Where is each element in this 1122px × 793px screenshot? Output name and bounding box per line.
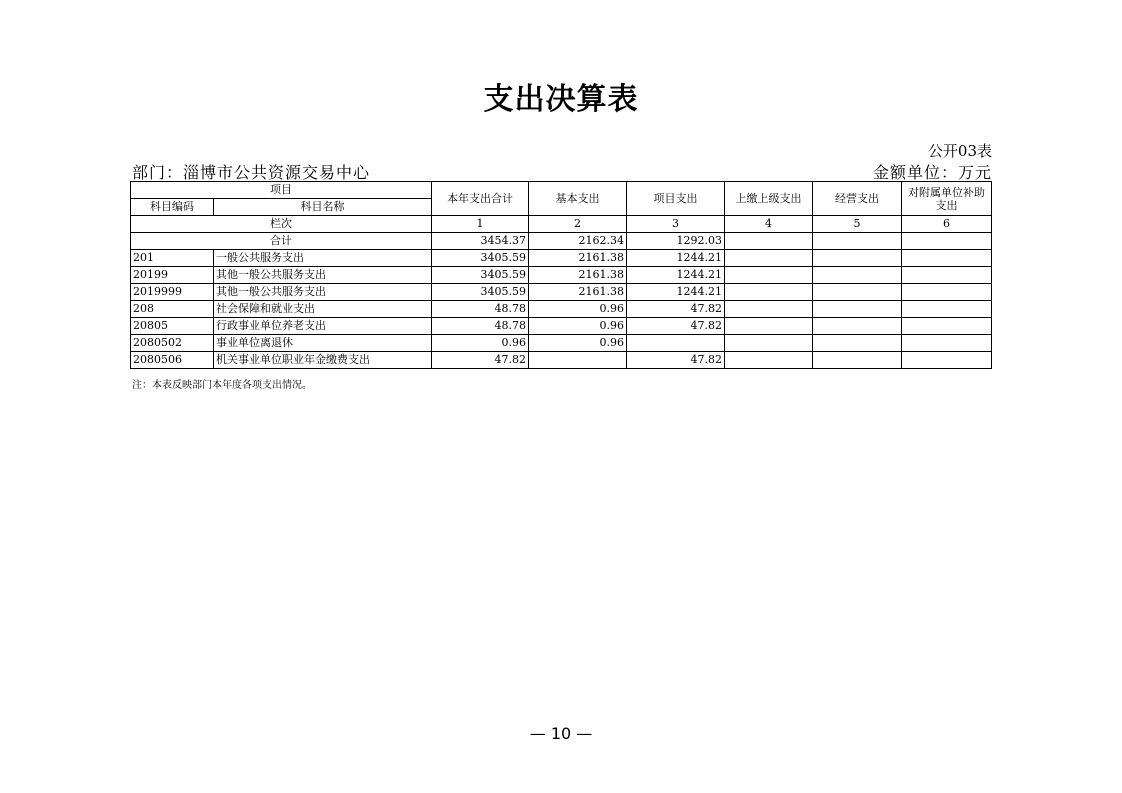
row-value [725,284,813,301]
table-row [131,267,992,284]
department-label: 部门：淄博市公共资源交易中心 [132,163,371,182]
row-value: 0.96 [432,335,529,352]
row-name: 其他一般公共服务支出 [214,267,432,284]
row-value [813,250,902,267]
row-value: 0.96 [529,318,627,335]
total-row [131,233,992,250]
total-value: 3454.37 [432,233,529,250]
row-value [902,335,992,352]
row-value [813,267,902,284]
row-value: 47.82 [627,318,725,335]
total-value: 2162.34 [529,233,627,250]
row-value [529,352,627,369]
row-value [902,318,992,335]
col-number: 6 [902,216,992,233]
row-value: 1244.21 [627,250,725,267]
row-value: 2161.38 [529,267,627,284]
row-code: 20199 [131,267,214,284]
row-value [813,318,902,335]
row-value: 0.96 [529,301,627,318]
row-code: 208 [131,301,214,318]
page-title: 支出决算表 [483,82,639,117]
total-value [902,233,992,250]
table-note: 注：本表反映部门本年度各项支出情况。 [132,380,312,391]
row-value: 3405.59 [432,284,529,301]
row-name: 一般公共服务支出 [214,250,432,267]
row-code: 2080502 [131,335,214,352]
col-number: 5 [813,216,902,233]
row-value [902,250,992,267]
col-number: 4 [725,216,813,233]
header-code: 科目编码 [131,199,214,216]
header-col-6: 对附属单位补助支出 [902,182,992,216]
row-value [813,284,902,301]
row-value: 2161.38 [529,284,627,301]
row-value [725,335,813,352]
table-row [131,250,992,267]
row-value [813,335,902,352]
table-row [131,301,992,318]
row-value: 1244.21 [627,267,725,284]
row-value [813,352,902,369]
index-label: 栏次 [131,216,432,233]
header-col-1: 本年支出合计 [432,182,529,216]
row-value [725,250,813,267]
header-col-3: 项目支出 [627,182,725,216]
row-value [813,301,902,318]
row-value: 3405.59 [432,267,529,284]
total-label: 合计 [131,233,432,250]
row-value [725,301,813,318]
row-name: 行政事业单位养老支出 [214,318,432,335]
header-name: 科目名称 [214,199,432,216]
row-value: 48.78 [432,318,529,335]
table-row [131,284,992,301]
row-value: 1244.21 [627,284,725,301]
col-number: 3 [627,216,725,233]
row-value [725,267,813,284]
total-value [813,233,902,250]
form-code: 公开03表 [927,142,992,160]
unit-label: 金额单位：万元 [872,163,992,182]
row-value: 2161.38 [529,250,627,267]
row-value [902,301,992,318]
col-number: 2 [529,216,627,233]
row-value [902,267,992,284]
row-value: 3405.59 [432,250,529,267]
row-name: 机关事业单位职业年金缴费支出 [214,352,432,369]
row-value [902,352,992,369]
col-number: 1 [432,216,529,233]
row-code: 201 [131,250,214,267]
header-item: 项目 [131,182,432,199]
expenditure-table [130,181,992,369]
table-row [131,335,992,352]
row-code: 2080506 [131,352,214,369]
row-code: 20805 [131,318,214,335]
row-code: 2019999 [131,284,214,301]
total-value: 1292.03 [627,233,725,250]
row-name: 其他一般公共服务支出 [214,284,432,301]
row-name: 社会保障和就业支出 [214,301,432,318]
row-value [627,335,725,352]
total-value [725,233,813,250]
row-value [725,352,813,369]
row-value [902,284,992,301]
header-col-5: 经营支出 [813,182,902,216]
row-name: 事业单位离退休 [214,335,432,352]
row-value [725,318,813,335]
table-row [131,318,992,335]
table-row [131,352,992,369]
header-col-2: 基本支出 [529,182,627,216]
row-value: 47.82 [432,352,529,369]
page-number: — 10 — [529,724,593,743]
header-col-4: 上缴上级支出 [725,182,813,216]
row-value: 47.82 [627,301,725,318]
row-value: 48.78 [432,301,529,318]
row-value: 47.82 [627,352,725,369]
row-value: 0.96 [529,335,627,352]
